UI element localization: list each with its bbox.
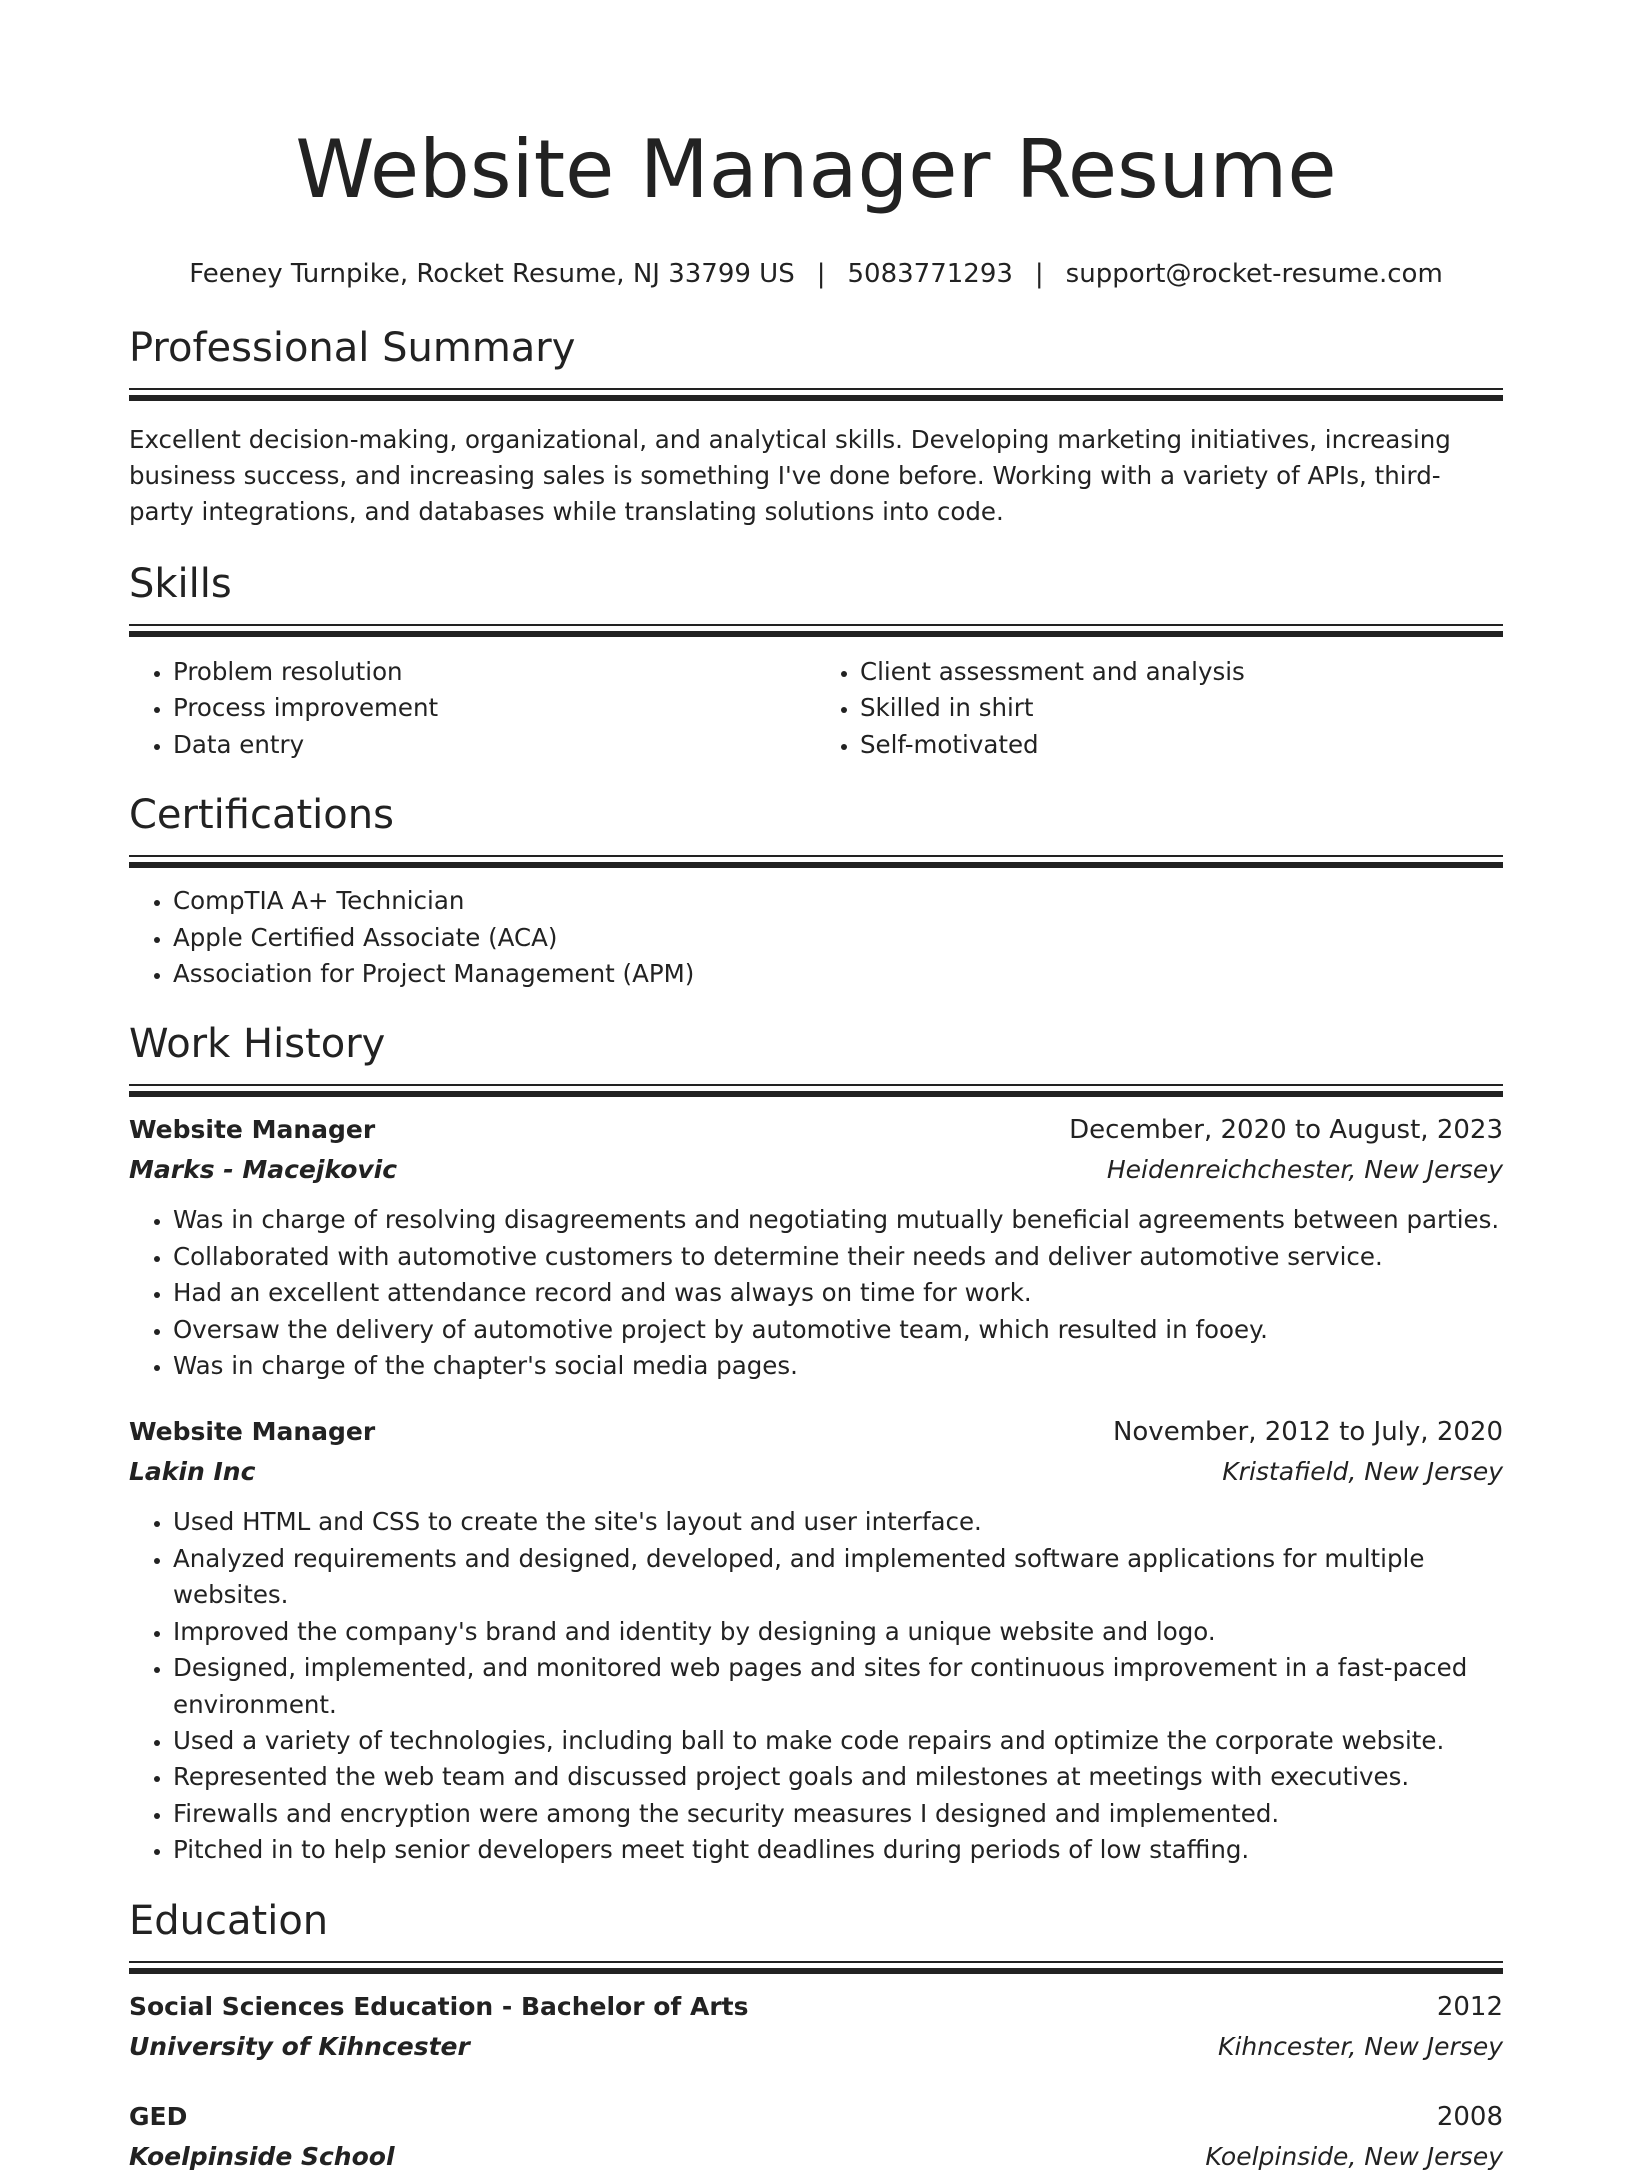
job-header — [129, 1412, 1503, 1452]
skill-item: • Client assessment and analysis — [860, 654, 1503, 690]
job-bullet: • Represented the web team and discussed project goals and milestones at meetings with executives. — [173, 1759, 1503, 1795]
job-bullet: • Used a variety of technologies, including ball to make code repairs and optimize the corporate website. — [173, 1723, 1503, 1759]
job-dates: November, 2012 to July, 2020 — [1112, 1417, 1503, 1448]
skill-item: • Problem resolution — [173, 654, 816, 690]
job-subheader — [129, 1452, 1503, 1492]
contact-phone: 5083771293 — [847, 259, 1013, 289]
skills-section — [129, 558, 1503, 763]
job-location: Kristafield, New Jersey — [1222, 1457, 1503, 1487]
education-degree: GED — [129, 2101, 188, 2131]
contact-separator: | — [1034, 259, 1044, 289]
job-bullet: • Had an excellent attendance record and was always on time for work. — [173, 1275, 1503, 1311]
summary-heading: Professional Summary — [129, 325, 576, 371]
section-divider — [129, 1961, 1503, 1973]
education-degree: Social Sciences Education - Bachelor of Arts — [129, 1991, 749, 2021]
education-subheader — [129, 2137, 1503, 2177]
job-bullet: • Collaborated with automotive customers to determine their needs and deliver automotive service. — [173, 1239, 1503, 1275]
job-location: Heidenreichchester, New Jersey — [1106, 1155, 1503, 1185]
skills-heading: Skills — [129, 561, 232, 607]
job-company: Lakin Inc — [129, 1457, 256, 1487]
summary-text: Excellent decision-making, organizational, and analytical skills. Developing marketing initiatives, increasing business success, and increasing sales is something I've done before. Working with a variety of APIs, third-party integrations, and databases while translating solutions into code. — [129, 425, 1451, 526]
job-title: Website Manager — [129, 1115, 376, 1145]
education-school: Koelpinside School — [129, 2141, 395, 2171]
work-section — [129, 1018, 1503, 1868]
job-bullets — [129, 1202, 1503, 1384]
certification-item: • CompTIA A+ Technician — [173, 883, 1503, 919]
skills-list-left — [129, 654, 816, 763]
job-bullet: • Improved the company's brand and identity by designing a unique website and logo. — [173, 1614, 1503, 1650]
summary-section — [129, 322, 1503, 530]
contact-address: Feeney Turnpike, Rocket Resume, NJ 33799 US — [189, 259, 795, 289]
job-company: Marks - Macejkovic — [129, 1155, 398, 1185]
skill-item: • Skilled in shirt — [860, 690, 1503, 726]
education-entry — [129, 2097, 1503, 2177]
education-header — [129, 1987, 1503, 2027]
education-school: University of Kihncester — [129, 2031, 470, 2061]
education-heading: Education — [129, 1897, 329, 1944]
contact-line — [129, 256, 1503, 292]
certifications-heading: Certifications — [129, 792, 394, 839]
section-divider — [129, 624, 1503, 636]
section-divider — [129, 855, 1503, 867]
certifications-section — [129, 789, 1503, 992]
education-entry — [129, 1987, 1503, 2067]
contact-separator: | — [816, 259, 826, 289]
skill-item: • Process improvement — [173, 690, 816, 726]
job-title: Website Manager — [129, 1417, 376, 1447]
job-dates: December, 2020 to August, 2023 — [1069, 1115, 1503, 1146]
skills-grid — [129, 654, 1503, 763]
job-entry — [129, 1412, 1503, 1868]
education-year: 2008 — [1436, 2101, 1503, 2132]
certifications-list — [129, 883, 1503, 992]
education-year: 2012 — [1436, 1991, 1503, 2022]
job-bullet: • Used HTML and CSS to create the site's layout and user interface. — [173, 1504, 1503, 1540]
skill-item: • Self-motivated — [860, 727, 1503, 763]
education-location: Koelpinside, New Jersey — [1205, 2141, 1503, 2171]
section-divider — [129, 388, 1503, 400]
job-subheader — [129, 1150, 1503, 1190]
job-bullet: • Firewalls and encryption were among the security measures I designed and implemented. — [173, 1796, 1503, 1832]
resume-title: Website Manager Resume — [295, 123, 1337, 216]
job-bullet: • Analyzed requirements and designed, developed, and implemented software applications for multiple websites. — [173, 1541, 1503, 1614]
education-header — [129, 2097, 1503, 2137]
skills-list-right — [816, 654, 1503, 763]
contact-email: support@rocket-resume.com — [1065, 259, 1443, 289]
work-heading: Work History — [129, 1021, 386, 1068]
job-bullet: • Designed, implemented, and monitored web pages and sites for continuous improvement in a fast-paced environment. — [173, 1650, 1503, 1723]
section-divider — [129, 1084, 1503, 1096]
education-section — [129, 1895, 1503, 2177]
certification-item: • Apple Certified Associate (ACA) — [173, 920, 1503, 956]
job-bullet: • Pitched in to help senior developers meet tight deadlines during periods of low staffing. — [173, 1832, 1503, 1868]
job-bullet: • Oversaw the delivery of automotive project by automotive team, which resulted in fooey. — [173, 1312, 1503, 1348]
education-subheader — [129, 2027, 1503, 2067]
skill-item: • Data entry — [173, 727, 816, 763]
certification-item: • Association for Project Management (APM) — [173, 956, 1503, 992]
job-header — [129, 1110, 1503, 1150]
education-location: Kihncester, New Jersey — [1218, 2031, 1503, 2061]
job-entry — [129, 1110, 1503, 1384]
job-bullets — [129, 1504, 1503, 1868]
job-bullet: • Was in charge of the chapter's social media pages. — [173, 1348, 1503, 1384]
job-bullet: • Was in charge of resolving disagreements and negotiating mutually beneficial agreements between parties. — [173, 1202, 1503, 1238]
